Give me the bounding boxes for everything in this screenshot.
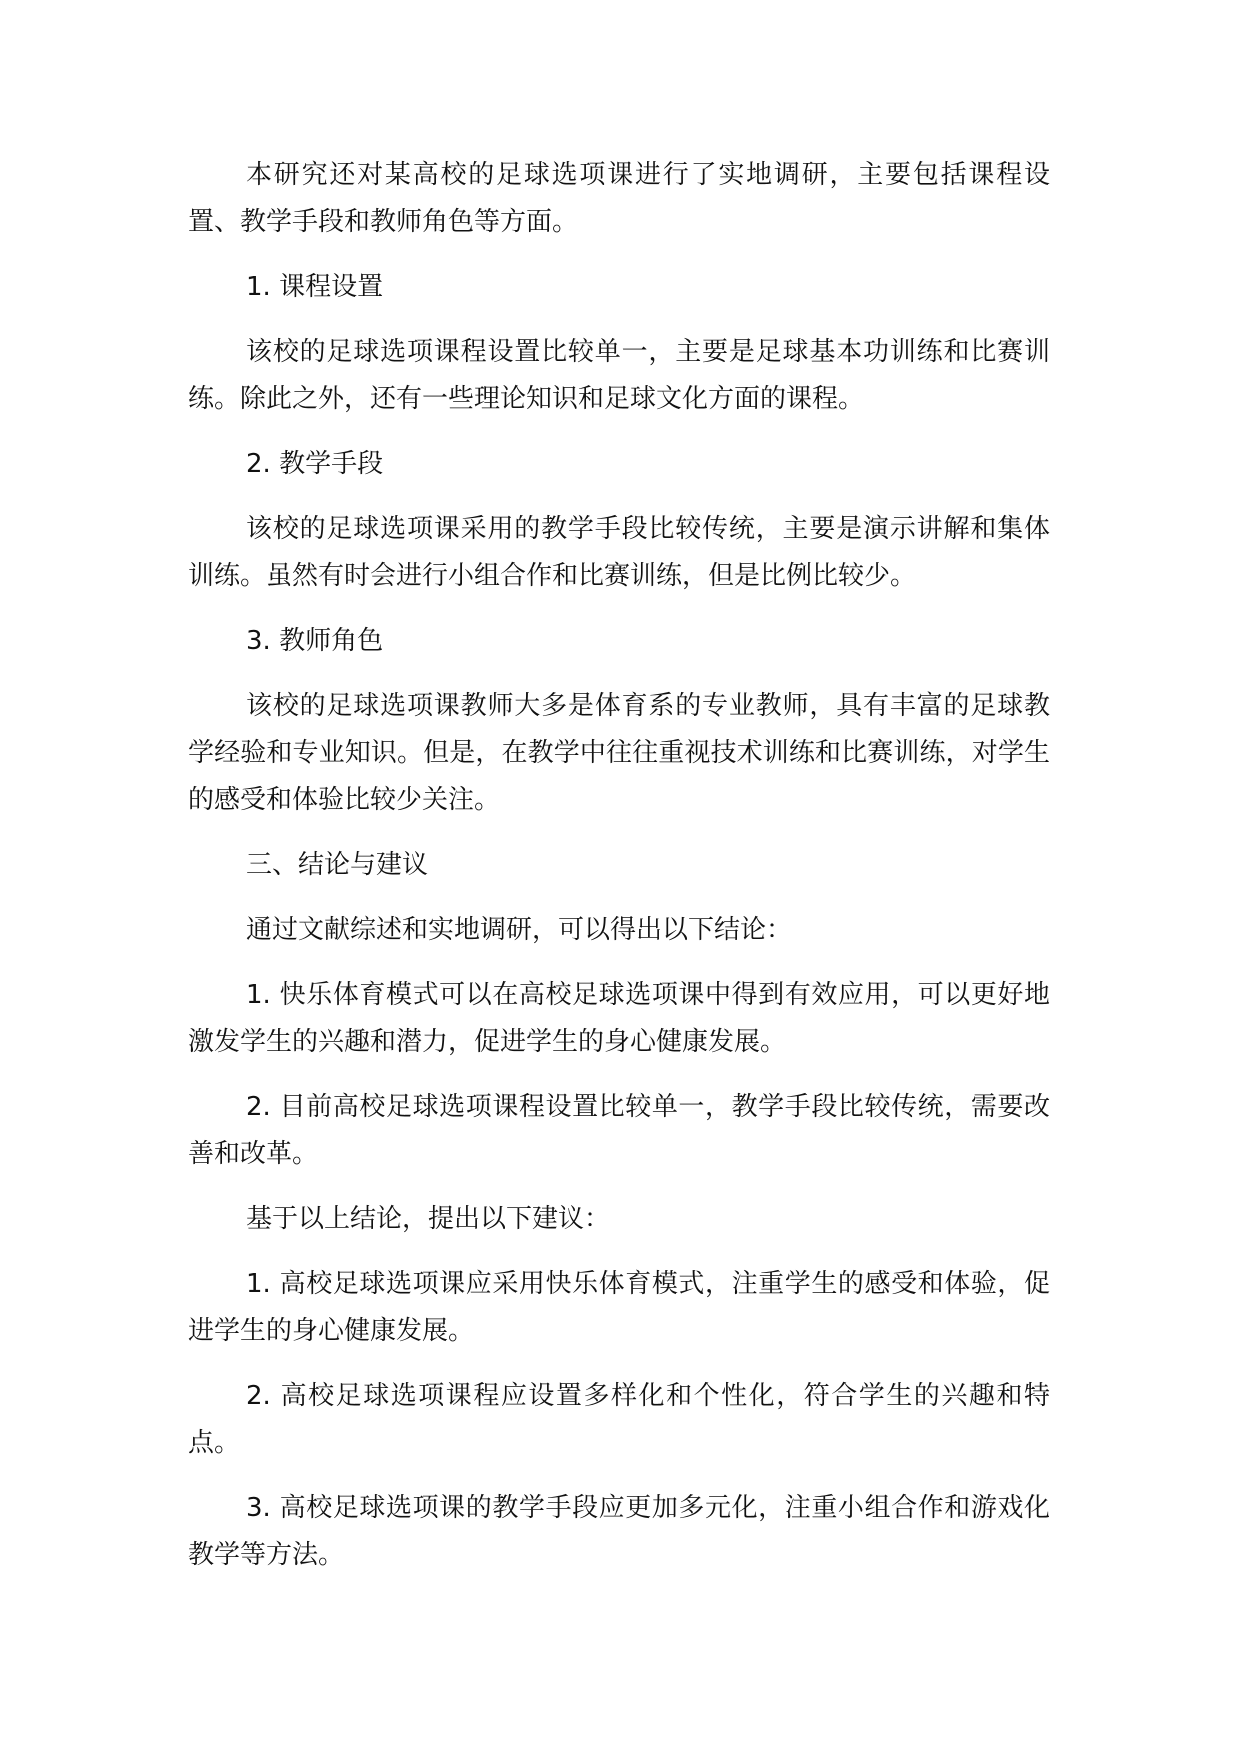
conclusion-item-2: 2. 目前高校足球选项课程设置比较单一，教学手段比较传统，需要改善和改革。 <box>188 1092 1050 1169</box>
paragraph-suggestions-intro: 基于以上结论，提出以下建议： <box>246 1204 611 1234</box>
heading-teaching-methods: 2. 教学手段 <box>246 449 384 479</box>
paragraph-teacher-role: 该校的足球选项课教师大多是体育系的专业教师，具有丰富的足球教学经验和专业知识。但是，在教学中往往重视技术训练和比赛训练，对学生的感受和体验比较少关注。 <box>188 691 1050 815</box>
document-body <box>188 152 1050 1597</box>
conclusion-item-1: 1. 快乐体育模式可以在高校足球选项课中得到有效应用，可以更好地激发学生的兴趣和潜力，促进学生的身心健康发展。 <box>188 980 1050 1057</box>
paragraph-intro: 本研究还对某高校的足球选项课进行了实地调研，主要包括课程设置、教学手段和教师角色等方面。 <box>188 160 1050 237</box>
paragraph-teaching-methods: 该校的足球选项课采用的教学手段比较传统，主要是演示讲解和集体训练。虽然有时会进行小组合作和比赛训练，但是比例比较少。 <box>188 514 1050 591</box>
heading-conclusions: 三、结论与建议 <box>246 850 429 880</box>
suggestion-item-3: 3. 高校足球选项课的教学手段应更加多元化，注重小组合作和游戏化教学等方法。 <box>188 1493 1050 1570</box>
suggestion-item-2: 2. 高校足球选项课程应设置多样化和个性化，符合学生的兴趣和特点。 <box>188 1381 1050 1458</box>
heading-course-setting: 1. 课程设置 <box>246 272 384 302</box>
suggestion-item-1: 1. 高校足球选项课应采用快乐体育模式，注重学生的感受和体验，促进学生的身心健康发展。 <box>188 1269 1050 1346</box>
paragraph-course-setting: 该校的足球选项课程设置比较单一，主要是足球基本功训练和比赛训练。除此之外，还有一些理论知识和足球文化方面的课程。 <box>188 337 1050 414</box>
paragraph-conclusions-intro: 通过文献综述和实地调研，可以得出以下结论： <box>246 915 793 945</box>
heading-teacher-role: 3. 教师角色 <box>246 626 384 656</box>
